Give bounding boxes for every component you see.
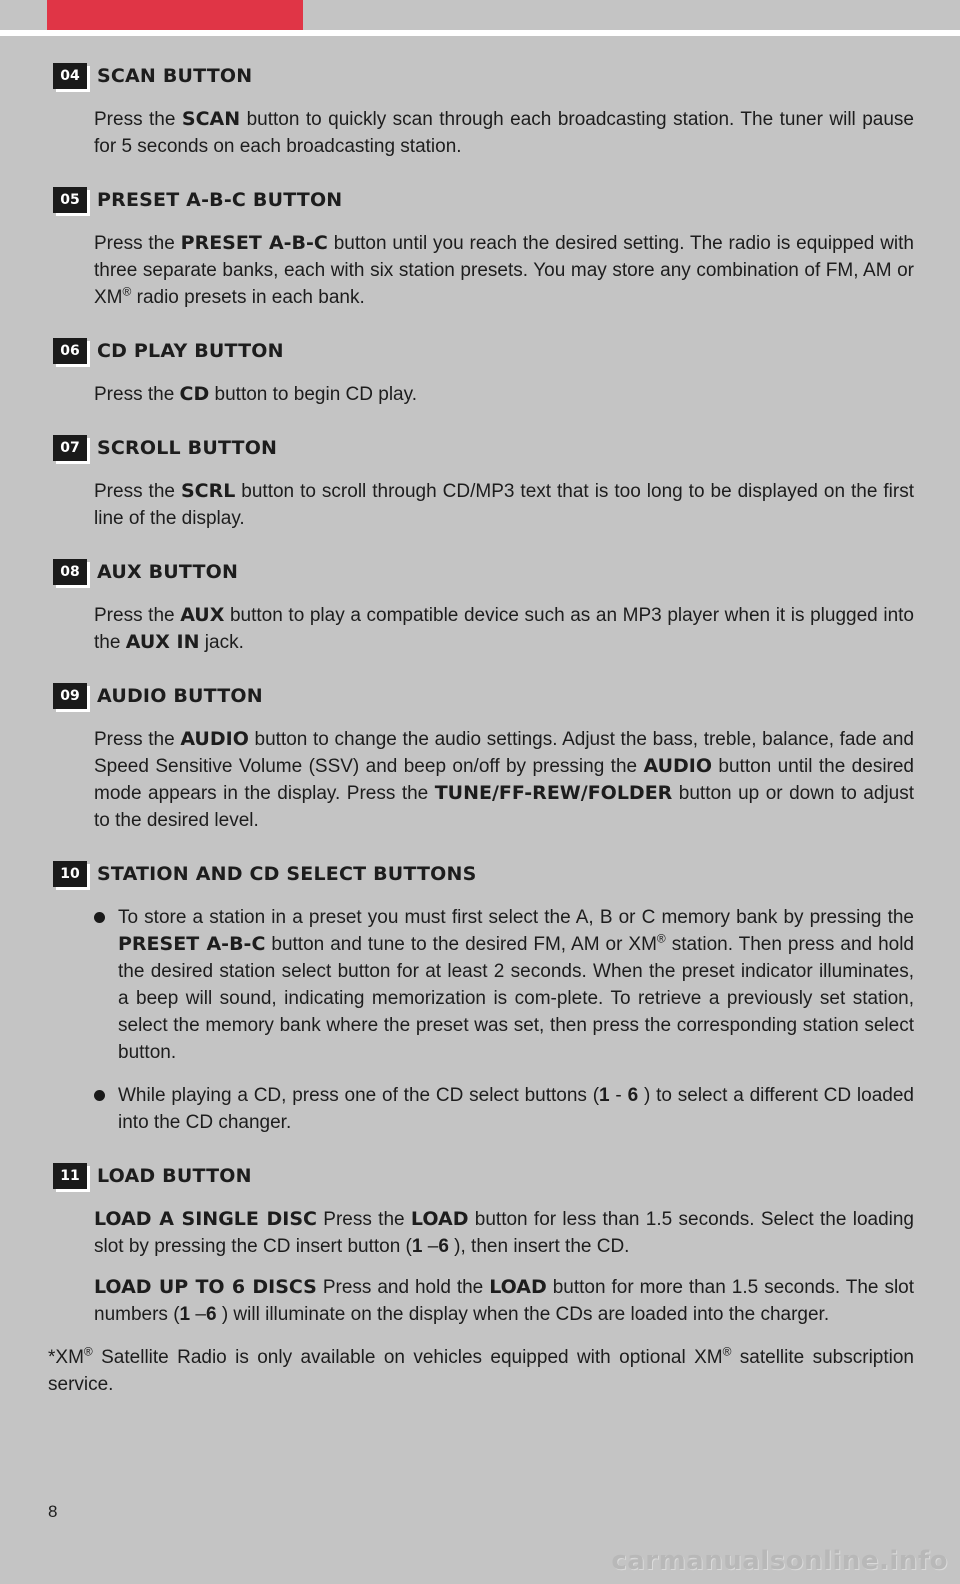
section-scroll	[48, 432, 914, 532]
section-aux	[48, 556, 914, 656]
section-body: Press the AUX button to play a compatible device such as an MP3 player when it is plugged into the AUX IN jack.	[94, 604, 914, 653]
section-heading	[48, 1160, 914, 1192]
section-preset	[48, 184, 914, 311]
section-scan	[48, 60, 914, 160]
section-number-badge: 08	[53, 559, 87, 585]
list-item: To store a station in a preset you must first select the A, B or C memory bank by pressing the PRESET A-B-C button and tune to the desired FM, AM or XM® station. Then press and hold the desired station select button for at least 2 seconds. When the preset indicator illuminates, a beep will sound, indicating memorization is com-plete. To retrieve a previously set station, select the memory bank where the preset was set, then press the corresponding station select button.	[118, 904, 914, 1066]
section-number-badge: 11	[53, 1163, 87, 1189]
section-heading	[48, 184, 914, 216]
section-number-badge: 05	[53, 187, 87, 213]
section-number-badge: 06	[53, 338, 87, 364]
section-title: AUDIO BUTTON	[97, 685, 263, 707]
section-audio	[48, 680, 914, 834]
section-number-badge: 04	[53, 63, 87, 89]
section-title: SCAN BUTTON	[97, 65, 253, 87]
section-body: LOAD UP TO 6 DISCS Press and hold the LOAD button for more than 1.5 seconds. The slot numbers (1 –6 ) will illuminate on the display when the CDs are loaded into the charger.	[94, 1276, 915, 1325]
section-title: LOAD BUTTON	[97, 1165, 252, 1187]
section-heading	[48, 680, 914, 712]
section-heading	[48, 335, 914, 367]
section-number-badge: 10	[53, 861, 87, 887]
section-load	[48, 1160, 914, 1328]
section-station-cd-select	[48, 858, 914, 1136]
section-heading	[48, 432, 914, 464]
section-body: Press the SCAN button to quickly scan through each broadcasting station. The tuner will pause for 5 seconds on each broadcasting station.	[94, 108, 914, 157]
red-accent-bar	[47, 0, 303, 30]
page-content	[48, 60, 914, 1417]
section-number-badge: 07	[53, 435, 87, 461]
section-title: CD PLAY BUTTON	[97, 340, 284, 362]
section-heading	[48, 858, 914, 890]
section-body: Press the AUDIO button to change the audio settings. Adjust the bass, treble, balance, fade and Speed Sensitive Volume (SSV) and beep on/off by pressing the AUDIO button until the desired mode appears in the display. Press the TUNE/FF-REW/FOLDER button up or down to adjust to the desired level.	[94, 728, 914, 831]
section-body: Press the CD button to begin CD play.	[94, 383, 417, 405]
bullet-list	[48, 904, 914, 1136]
watermark: carmanualsonline.info	[611, 1546, 948, 1576]
section-title: SCROLL BUTTON	[97, 437, 278, 459]
section-number-badge: 09	[53, 683, 87, 709]
section-cd-play	[48, 335, 914, 408]
section-heading	[48, 556, 914, 588]
section-title: STATION AND CD SELECT BUTTONS	[97, 863, 477, 885]
top-banner	[0, 0, 960, 30]
section-body: LOAD A SINGLE DISC Press the LOAD button for less than 1.5 seconds. Select the loading slot by pressing the CD insert button (1 –6 ), then insert the CD.	[94, 1208, 914, 1257]
section-heading	[48, 60, 914, 92]
page-number: 8	[48, 1502, 58, 1521]
list-item: While playing a CD, press one of the CD select buttons (1 - 6 ) to select a different CD loaded into the CD changer.	[118, 1082, 914, 1136]
section-title: PRESET A-B-C BUTTON	[97, 189, 343, 211]
section-title: AUX BUTTON	[97, 561, 239, 583]
section-body: Press the SCRL button to scroll through CD/MP3 text that is too long to be displayed on the first line of the display.	[94, 480, 914, 529]
section-body: Press the PRESET A-B-C button until you reach the desired setting. The radio is equipped with three separate banks, each with six station presets. You may store any combination of FM, AM or XM® radio presets in each bank.	[94, 232, 914, 308]
bullet-icon	[94, 912, 105, 923]
bullet-icon	[94, 1090, 105, 1101]
white-rule	[0, 30, 960, 36]
footnote: *XM® Satellite Radio is only available on vehicles equipped with optional XM® satellite subscription service.	[48, 1344, 914, 1395]
